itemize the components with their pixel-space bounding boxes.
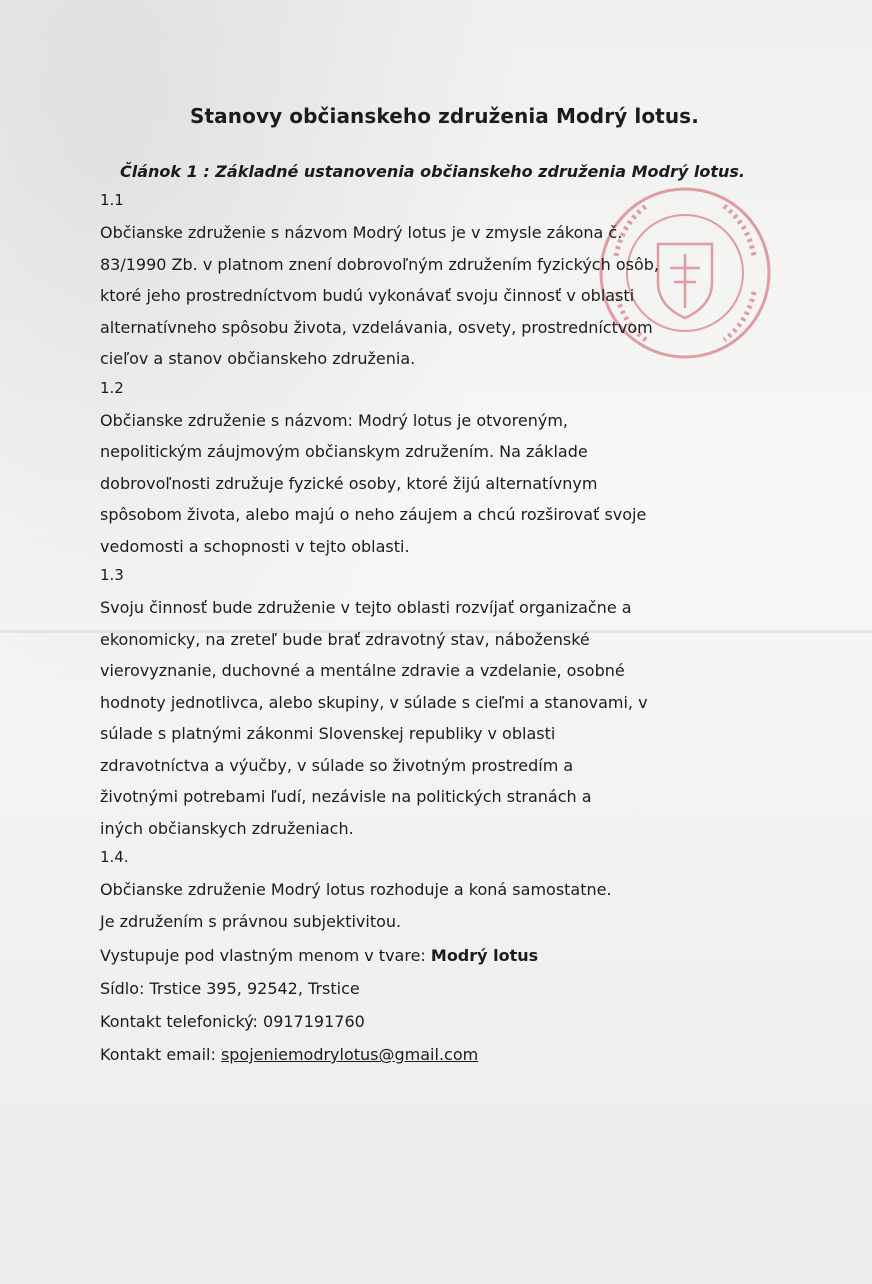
text-line: 83/1990 Zb. v platnom znení dobrovoľným združením fyzických osôb,	[100, 254, 659, 274]
text-line: súlade s platnými zákonmi Slovenskej republiky v oblasti	[100, 724, 556, 743]
text-line: Svoju činnosť bude združenie v tejto oblasti rozvíjať organizačne a	[100, 598, 632, 617]
text-line: Je združením s právnou subjektivitou.	[100, 911, 402, 931]
text-line: zdravotníctva a výučby, v súlade so životným prostredím a	[100, 755, 574, 775]
text-line: životnými potrebami ľudí, nezávisle na politických stranách a	[100, 787, 592, 806]
section-number-1-2: 1.2	[100, 378, 124, 397]
text-line: Občianske združenie Modrý lotus rozhoduje a koná samostatne.	[100, 880, 612, 899]
text-line: ekonomicky, na zreteľ bude brať zdravotný stav, náboženské	[100, 629, 590, 649]
email-link[interactable]: spojeniemodrylotus@gmail.com	[220, 1045, 479, 1064]
document-title: Stanovy občianskeho združenia Modrý lotus.	[190, 104, 699, 128]
phone-value: 0917191760	[263, 1012, 365, 1031]
section-1-1-text	[100, 217, 820, 375]
official-name-line	[100, 939, 820, 972]
email-label: Kontakt email:	[100, 1045, 221, 1064]
text-line: ktoré jeho prostredníctvom budú vykonávať svoju činnosť v oblasti	[100, 286, 635, 305]
email-line	[100, 1038, 820, 1071]
section-1-2-text	[100, 405, 820, 563]
text-line: nepolitickým záujmovým občianskym združením. Na základe	[100, 442, 588, 461]
text-line: Občianske združenie s názvom Modrý lotus je v zmysle zákona č.	[100, 223, 623, 242]
text-line: vierovyznanie, duchovné a mentálne zdravie a vzdelanie, osobné	[100, 661, 625, 680]
text-line: cieľov a stanov občianskeho združenia.	[100, 349, 416, 368]
official-name-label: Vystupuje pod vlastným menom v tvare:	[100, 946, 431, 965]
section-number-1-4: 1.4.	[100, 848, 129, 866]
article-heading: Článok 1 : Základné ustanovenia občianskeho združenia Modrý lotus.	[120, 162, 745, 181]
section-1-4-text	[100, 874, 820, 937]
section-number-1-1: 1.1	[100, 191, 124, 209]
text-line: Občianske združenie s názvom: Modrý lotus je otvoreným,	[100, 410, 569, 430]
seat-line: Sídlo: Trstice 395, 92542, Trstice	[100, 979, 360, 998]
section-number-1-3: 1.3	[100, 566, 124, 584]
text-line: vedomosti a schopnosti v tejto oblasti.	[100, 536, 410, 556]
phone-label: Kontakt telefonický:	[100, 1012, 264, 1031]
text-line: hodnoty jednotlivca, alebo skupiny, v súlade s cieľmi a stanovami, v	[100, 692, 648, 712]
phone-line	[100, 1005, 820, 1038]
text-line: alternatívneho spôsobu života, vzdelávania, osvety, prostredníctvom	[100, 317, 653, 337]
official-name-value: Modrý lotus	[430, 946, 539, 965]
document-content	[100, 104, 820, 1071]
section-1-3-text	[100, 592, 820, 844]
text-line: spôsobom života, alebo majú o neho záujem a chcú rozširovať svoje	[100, 505, 647, 524]
text-line: dobrovoľnosti združuje fyzické osoby, ktoré žijú alternatívnym	[100, 473, 598, 493]
text-line: iných občianskych združeniach.	[100, 818, 354, 838]
